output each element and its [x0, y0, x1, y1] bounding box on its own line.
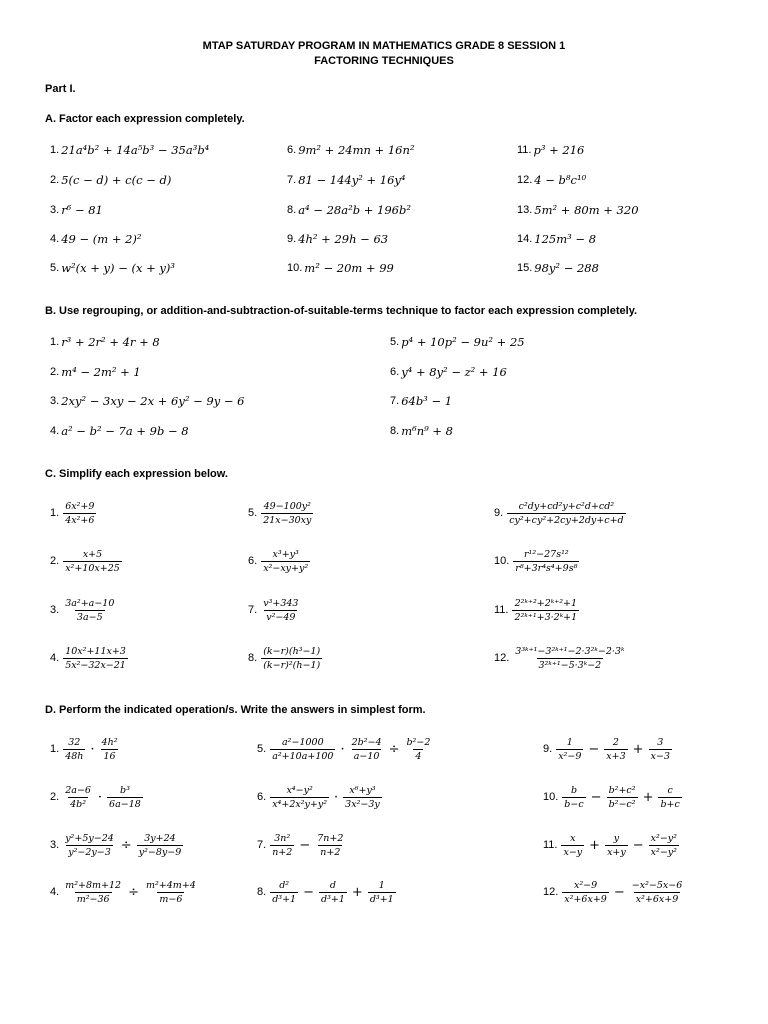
section-b-instruction: B. Use regrouping, or addition-and-subtraction-of-suitable-terms technique to factor each expression completely.	[45, 305, 638, 317]
fraction-denominator: x²−y²	[650, 846, 677, 858]
fraction-numerator: m²+8m+12	[65, 879, 122, 891]
problem-item	[50, 500, 98, 526]
problem-number: 4.	[50, 233, 60, 245]
problem-item	[390, 391, 452, 411]
fraction-denominator: x²−xy+y²	[263, 562, 309, 574]
operator-symbol: −	[588, 741, 600, 757]
problem-number: 6.	[248, 555, 258, 567]
problem-item	[257, 736, 434, 762]
worksheet-subtitle: FACTORING TECHNIQUES	[314, 55, 454, 67]
problem-number: 7.	[390, 395, 400, 407]
fraction-numerator: b	[570, 784, 578, 796]
problem-item	[50, 736, 122, 762]
problem-number: 12.	[517, 174, 533, 186]
fraction	[63, 646, 128, 671]
fraction-numerator: 2b²−4	[351, 736, 382, 748]
problem-number: 9.	[543, 743, 553, 755]
problem-item	[257, 879, 398, 905]
problem-item	[257, 832, 347, 858]
problem-item	[50, 832, 185, 858]
fraction-denominator: n+2	[272, 846, 293, 858]
fraction-denominator: x⁴+2x²y+y²	[272, 798, 328, 810]
fraction-denominator: d³+1	[272, 893, 297, 905]
operator-symbol: −	[632, 837, 644, 853]
fraction-denominator: m²−36	[76, 893, 110, 905]
fraction-numerator: 1	[378, 879, 385, 891]
problem-number: 5.	[248, 507, 258, 519]
fraction-denominator: 16	[103, 750, 116, 762]
fraction-numerator: 2a−6	[65, 784, 91, 796]
problem-number: 11.	[517, 144, 532, 156]
problem-number: 13.	[517, 204, 533, 216]
problem-number: 1.	[50, 144, 60, 156]
fraction-numerator: x	[570, 832, 576, 844]
problem-expression: a⁴ − 28a²b + 196b²	[298, 203, 411, 217]
operator-symbol: −	[299, 837, 311, 853]
problem-item	[248, 645, 324, 671]
fraction-numerator: x²−9	[573, 879, 598, 891]
fraction-denominator: b−c	[564, 798, 584, 810]
fraction-denominator: b²−c²	[608, 798, 636, 810]
fraction-denominator: a²+10a+100	[272, 750, 334, 762]
problem-expression: 98y² − 288	[534, 261, 599, 275]
fraction	[507, 501, 625, 526]
problem-item	[287, 170, 406, 190]
problem-item	[494, 597, 581, 623]
problem-item	[517, 229, 596, 249]
fraction-numerator: 2	[612, 736, 619, 748]
fraction-denominator: 4b²	[70, 798, 87, 810]
fraction-denominator: r⁸+3r⁴s⁴+9s⁸	[515, 562, 578, 574]
fraction	[315, 833, 345, 858]
fraction-denominator: d³+1	[369, 893, 394, 905]
fraction-numerator: 3³ᵏ⁺¹−3²ᵏ⁺¹−2·3²ᵏ−2·3ᵏ	[515, 645, 625, 657]
problem-expression: 21a⁴b² + 14a⁵b³ − 35a³b⁴	[61, 143, 210, 157]
operator-symbol: +	[589, 837, 601, 853]
fraction-numerator: 6x²+9	[65, 500, 95, 512]
fraction-numerator: c²dy+cd²y+c²d+cd²	[518, 500, 615, 512]
problem-item	[50, 362, 141, 382]
problem-number: 4.	[50, 425, 60, 437]
fraction-denominator: 4	[415, 750, 422, 762]
problem-number: 3.	[50, 395, 60, 407]
problem-item	[517, 258, 599, 278]
operator-symbol: +	[632, 741, 644, 757]
fraction-denominator: b+c	[660, 798, 680, 810]
problem-number: 1.	[50, 336, 60, 348]
fraction-numerator: 3y+24	[144, 832, 176, 844]
fraction-denominator: x²+6x+9	[564, 893, 607, 905]
problem-item	[494, 500, 628, 526]
fraction	[144, 880, 198, 905]
fraction	[63, 598, 116, 623]
fraction	[562, 880, 609, 905]
problem-number: 9.	[287, 233, 297, 245]
fraction-numerator: r¹²−27s¹²	[523, 548, 569, 560]
fraction-denominator: x²+10x+25	[65, 562, 120, 574]
fraction-numerator: b²−2	[406, 736, 431, 748]
problem-item	[543, 832, 681, 858]
fraction-denominator: x²−9	[558, 750, 582, 762]
problem-item	[390, 332, 525, 352]
problem-number: 3.	[50, 839, 60, 851]
fraction	[343, 785, 382, 810]
fraction-numerator: b²+c²	[608, 784, 636, 796]
fraction	[261, 598, 300, 623]
section-a-instruction: A. Factor each expression completely.	[45, 113, 245, 125]
fraction	[261, 646, 322, 671]
problem-number: 2.	[50, 366, 60, 378]
operator-symbol: +	[351, 884, 363, 900]
fraction	[63, 880, 123, 905]
problem-number: 10.	[543, 791, 559, 803]
problem-number: 8.	[257, 886, 267, 898]
fraction-denominator: x²+6x+9	[635, 893, 679, 905]
problem-item	[517, 170, 586, 190]
fraction-denominator: x−y	[563, 846, 583, 858]
problem-item	[248, 500, 315, 526]
problem-number: 12.	[543, 886, 559, 898]
problem-number: 5.	[50, 262, 60, 274]
fraction	[270, 785, 329, 810]
fraction-numerator: x³+y³	[272, 548, 299, 560]
fraction	[261, 549, 310, 574]
problem-expression: m⁶n⁹ + 8	[401, 424, 453, 438]
problem-item	[287, 200, 411, 220]
fraction-numerator: b³	[119, 784, 130, 796]
fraction	[270, 833, 294, 858]
problem-number: 1.	[50, 743, 60, 755]
problem-item	[543, 879, 686, 905]
problem-number: 2.	[50, 791, 60, 803]
problem-expression: 5m² + 80m + 320	[534, 203, 639, 217]
problem-item	[390, 421, 453, 441]
fraction	[107, 785, 143, 810]
fraction	[350, 737, 384, 762]
fraction-denominator: 21x−30xy	[263, 514, 312, 526]
section-c-instruction: C. Simplify each expression below.	[45, 468, 228, 480]
problem-item	[50, 645, 130, 671]
problem-item	[543, 784, 684, 810]
fraction	[100, 737, 120, 762]
problem-number: 11.	[543, 839, 558, 851]
problem-item	[248, 597, 302, 623]
fraction-numerator: 7n+2	[317, 832, 344, 844]
problem-expression: 64b³ − 1	[401, 394, 453, 408]
fraction-numerator: 2²ᵏ⁺²+2ᵏ⁺²+1	[514, 597, 578, 609]
problem-number: 5.	[390, 336, 400, 348]
problem-number: 7.	[287, 174, 297, 186]
fraction-numerator: 32	[68, 736, 81, 748]
fraction	[649, 833, 679, 858]
fraction	[556, 737, 583, 762]
fraction-numerator: x+5	[82, 548, 103, 560]
problem-number: 2.	[50, 555, 60, 567]
problem-expression: r³ + 2r² + 4r + 8	[61, 335, 160, 349]
problem-number: 11.	[494, 604, 509, 616]
fraction-numerator: (k−r)(h³−1)	[263, 645, 321, 657]
fraction-numerator: 3n²	[274, 832, 291, 844]
fraction	[630, 880, 685, 905]
problem-item	[50, 548, 124, 574]
fraction-denominator: (k−r)²(h−1)	[263, 659, 321, 671]
problem-number: 10.	[494, 555, 510, 567]
fraction	[605, 833, 628, 858]
fraction	[513, 549, 579, 574]
fraction	[270, 880, 298, 905]
fraction-denominator: 2²ᵏ⁺¹+3·2ᵏ+1	[514, 611, 578, 623]
problem-expression: r⁶ − 81	[61, 203, 103, 217]
problem-number: 12.	[494, 652, 510, 664]
fraction-numerator: 4h²	[101, 736, 118, 748]
problem-item	[50, 391, 245, 411]
fraction-denominator: x+3	[606, 750, 626, 762]
fraction-numerator: y²+5y−24	[65, 832, 114, 844]
fraction	[604, 737, 627, 762]
fraction-numerator: x⁴−y²	[286, 784, 313, 796]
problem-expression: y⁴ + 8y² − z² + 16	[401, 365, 507, 379]
operator-symbol: ÷	[120, 837, 132, 853]
fraction	[137, 833, 184, 858]
fraction-denominator: 3a−5	[76, 611, 103, 623]
problem-number: 14.	[517, 233, 533, 245]
operator-symbol: +	[642, 789, 654, 805]
problem-number: 2.	[50, 174, 60, 186]
fraction-denominator: n+2	[320, 846, 341, 858]
problem-expression: 5(c − d) + c(c − d)	[61, 173, 172, 187]
problem-number: 4.	[50, 652, 60, 664]
problem-item	[494, 645, 628, 671]
fraction-denominator: 48h	[65, 750, 84, 762]
problem-item	[50, 200, 103, 220]
problem-item	[50, 879, 200, 905]
problem-expression: 49 − (m + 2)²	[61, 232, 142, 246]
fraction	[513, 646, 626, 671]
fraction-denominator: 3²ᵏ⁺¹−5·3ᵏ−2	[538, 659, 602, 671]
fraction	[63, 737, 85, 762]
fraction	[270, 737, 335, 762]
fraction-numerator: d	[329, 879, 336, 891]
fraction	[607, 785, 638, 810]
fraction-denominator: 6a−18	[109, 798, 141, 810]
fraction	[561, 833, 584, 858]
fraction	[512, 598, 579, 623]
fraction-numerator: y	[613, 832, 620, 844]
operator-symbol: −	[590, 789, 602, 805]
problem-number: 8.	[248, 652, 258, 664]
fraction-denominator: 4x²+6	[65, 514, 95, 526]
operator-symbol: ÷	[128, 884, 139, 900]
problem-item	[50, 332, 160, 352]
problem-item	[50, 140, 209, 160]
problem-expression: 4 − b⁸c¹⁰	[534, 173, 587, 187]
problem-expression: 2xy² − 3xy − 2x + 6y² − 9y − 6	[61, 394, 245, 408]
problem-number: 6.	[390, 366, 400, 378]
fraction-numerator: 10x²+11x+3	[65, 645, 126, 657]
fraction	[562, 785, 585, 810]
problem-number: 4.	[50, 886, 60, 898]
problem-expression: 125m³ − 8	[534, 232, 597, 246]
problem-item	[50, 421, 189, 441]
fraction-denominator: a−10	[353, 750, 380, 762]
problem-number: 15.	[517, 262, 533, 274]
problem-expression: m⁴ − 2m² + 1	[61, 365, 141, 379]
problem-item	[257, 784, 384, 810]
fraction	[368, 880, 396, 905]
fraction-numerator: d²	[279, 879, 290, 891]
operator-symbol: ·	[340, 741, 345, 757]
fraction-denominator: y²−8y−9	[138, 846, 182, 858]
fraction-denominator: v²−49	[266, 611, 296, 623]
problem-expression: 81 − 144y² + 16y⁴	[298, 173, 406, 187]
fraction-numerator: 49−100y²	[263, 500, 311, 512]
problem-item	[50, 229, 142, 249]
fraction-numerator: x⁶+y³	[349, 784, 376, 796]
problem-expression: p³ + 216	[533, 143, 585, 157]
problem-number: 7.	[248, 604, 258, 616]
fraction-numerator: 1	[566, 736, 573, 748]
fraction	[404, 737, 432, 762]
problem-number: 5.	[257, 743, 267, 755]
fraction-numerator: x²−y²	[650, 832, 677, 844]
problem-item	[517, 200, 639, 220]
fraction	[63, 549, 122, 574]
problem-number: 10.	[287, 262, 303, 274]
operator-symbol: −	[303, 884, 314, 900]
fraction-denominator: m−6	[159, 893, 183, 905]
problem-expression: w²(x + y) − (x + y)³	[61, 261, 176, 275]
fraction	[63, 501, 96, 526]
fraction-denominator: d³+1	[321, 893, 345, 905]
fraction-numerator: 3	[657, 736, 664, 748]
problem-expression: p⁴ + 10p² − 9u² + 25	[401, 335, 525, 349]
fraction-numerator: v³+343	[263, 597, 299, 609]
problem-number: 7.	[257, 839, 267, 851]
problem-number: 6.	[257, 791, 267, 803]
fraction-denominator: x−3	[650, 750, 670, 762]
problem-number: 1.	[50, 507, 60, 519]
problem-item	[287, 140, 415, 160]
problem-item	[50, 597, 118, 623]
problem-item	[543, 736, 674, 762]
problem-expression: m² − 20m + 99	[304, 261, 394, 275]
fraction	[319, 880, 347, 905]
problem-number: 3.	[50, 604, 60, 616]
problem-item	[287, 258, 394, 278]
fraction-numerator: a²−1000	[282, 736, 324, 748]
problem-item	[287, 229, 388, 249]
problem-item	[390, 362, 507, 382]
fraction-denominator: 3x²−3y	[345, 798, 380, 810]
operator-symbol: ÷	[388, 741, 400, 757]
worksheet-title: MTAP SATURDAY PROGRAM IN MATHEMATICS GRADE 8 SESSION 1	[202, 40, 566, 52]
problem-item	[50, 784, 145, 810]
operator-symbol: ·	[90, 741, 95, 757]
operator-symbol: ·	[334, 789, 339, 805]
fraction-numerator: m²+4m+4	[145, 879, 196, 891]
fraction	[63, 785, 93, 810]
fraction-numerator: 3a²+a−10	[65, 597, 115, 609]
problem-item	[248, 548, 312, 574]
problem-item	[50, 258, 175, 278]
problem-expression: 9m² + 24mn + 16n²	[298, 143, 415, 157]
fraction-denominator: cy²+cy²+2cy+2dy+c+d	[509, 514, 624, 526]
fraction	[649, 737, 672, 762]
problem-number: 9.	[494, 507, 504, 519]
fraction-denominator: x+y	[607, 846, 626, 858]
problem-item	[494, 548, 581, 574]
problem-expression: a² − b² − 7a + 9b − 8	[61, 424, 189, 438]
problem-item	[50, 170, 171, 190]
problem-number: 3.	[50, 204, 60, 216]
fraction-numerator: c	[667, 784, 673, 796]
part-label: Part I.	[45, 83, 76, 95]
problem-number: 8.	[390, 425, 400, 437]
problem-expression: 4h² + 29h − 63	[298, 232, 389, 246]
fraction	[63, 833, 116, 858]
fraction	[658, 785, 681, 810]
fraction	[261, 501, 313, 526]
problem-number: 6.	[287, 144, 297, 156]
operator-symbol: ·	[97, 789, 103, 805]
section-d-instruction: D. Perform the indicated operation/s. Write the answers in simplest form.	[45, 704, 426, 716]
fraction-denominator: 5x²−32x−21	[65, 659, 126, 671]
fraction-denominator: y²−2y−3	[68, 846, 111, 858]
operator-symbol: −	[613, 884, 625, 900]
fraction-numerator: −x²−5x−6	[631, 879, 683, 891]
problem-number: 8.	[287, 204, 297, 216]
problem-item	[517, 140, 584, 160]
